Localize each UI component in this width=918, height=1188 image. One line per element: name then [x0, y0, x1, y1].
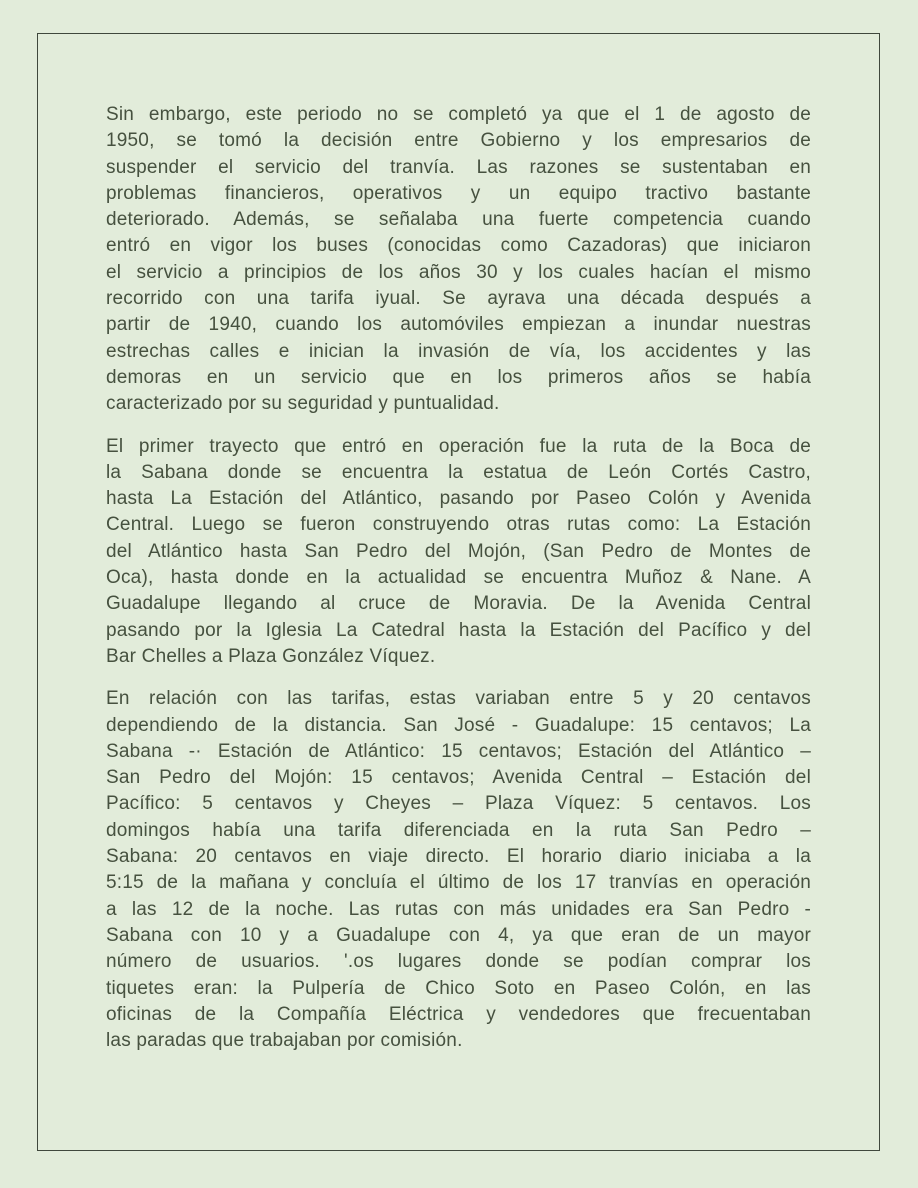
paragraph-first-routes — [106, 434, 811, 671]
text-line: entró en vigor los buses (conocidas como Cazadoras) que iniciaron — [106, 235, 811, 257]
text-line: el servicio a principios de los años 30 y los cuales hacían el mismo — [106, 261, 811, 283]
text-line: tiquetes eran: la Pulpería de Chico Soto en Paseo Colón, en las — [106, 977, 811, 999]
text-line: Sabana -· Estación de Atlántico: 15 centavos; Estación del Atlántico – — [106, 740, 811, 762]
text-line: Sabana con 10 y a Guadalupe con 4, ya que eran de un mayor — [106, 924, 811, 946]
text-line: Bar Chelles a Plaza González Víquez. — [106, 645, 436, 667]
text-line: Pacífico: 5 centavos y Cheyes – Plaza Víquez: 5 centavos. Los — [106, 793, 811, 815]
text-line: demoras en un servicio que en los primeros años se había — [106, 366, 811, 388]
text-line: recorrido con una tarifa iyual. Se ayrava una década después a — [106, 288, 811, 310]
text-line: domingos había una tarifa diferenciada en la ruta San Pedro – — [106, 819, 811, 841]
text-line: 5:15 de la mañana y concluía el último de los 17 tranvías en operación — [106, 872, 811, 894]
text-line: caracterizado por su seguridad y puntualidad. — [106, 393, 500, 415]
text-line: Sin embargo, este periodo no se completó ya que el 1 de agosto de — [106, 104, 811, 125]
text-line: Guadalupe llegando al cruce de Moravia. De la Avenida Central — [106, 593, 811, 615]
body-text — [106, 102, 811, 1054]
text-line: San Pedro del Mojón: 15 centavos; Avenida Central – Estación del — [106, 767, 811, 789]
text-line: número de usuarios. '.os lugares donde se podían comprar los — [106, 951, 811, 973]
text-line: a las 12 de la noche. Las rutas con más unidades era San Pedro - — [106, 898, 811, 920]
text-line: las paradas que trabajaban por comisión. — [106, 1030, 463, 1052]
text-line: dependiendo de la distancia. San José - Guadalupe: 15 centavos; La — [106, 714, 811, 736]
text-line: partir de 1940, cuando los automóviles empiezan a inundar nuestras — [106, 314, 811, 336]
text-line: En relación con las tarifas, estas variaban entre 5 y 20 centavos — [106, 688, 811, 710]
paragraph-tariffs — [106, 686, 811, 1054]
text-line: Oca), hasta donde en la actualidad se encuentra Muñoz & Nane. A — [106, 567, 811, 589]
text-line: deteriorado. Además, se señalaba una fuerte competencia cuando — [106, 209, 811, 231]
text-line: pasando por la Iglesia La Catedral hasta la Estación del Pacífico y del — [106, 619, 811, 641]
text-line: suspender el servicio del tranvía. Las razones se sustentaban en — [106, 156, 811, 178]
text-line: oficinas de la Compañía Eléctrica y vendedores que frecuentaban — [106, 1003, 811, 1025]
text-line: problemas financieros, operativos y un equipo tractivo bastante — [106, 182, 811, 204]
paragraph-suspension-history — [106, 102, 811, 418]
text-line: 1950, se tomó la decisión entre Gobierno y los empresarios de — [106, 130, 811, 152]
text-line: Sabana: 20 centavos en viaje directo. El horario diario iniciaba a la — [106, 846, 811, 868]
text-line: la Sabana donde se encuentra la estatua de León Cortés Castro, — [106, 461, 811, 483]
text-line: del Atlántico hasta San Pedro del Mojón, (San Pedro de Montes de — [106, 540, 811, 562]
text-line: hasta La Estación del Atlántico, pasando por Paseo Colón y Avenida — [106, 488, 811, 510]
text-line: estrechas calles e inician la invasión de vía, los accidentes y las — [106, 340, 811, 362]
text-line: El primer trayecto que entró en operación fue la ruta de la Boca de — [106, 435, 811, 457]
text-line: Central. Luego se fueron construyendo otras rutas como: La Estación — [106, 514, 811, 536]
